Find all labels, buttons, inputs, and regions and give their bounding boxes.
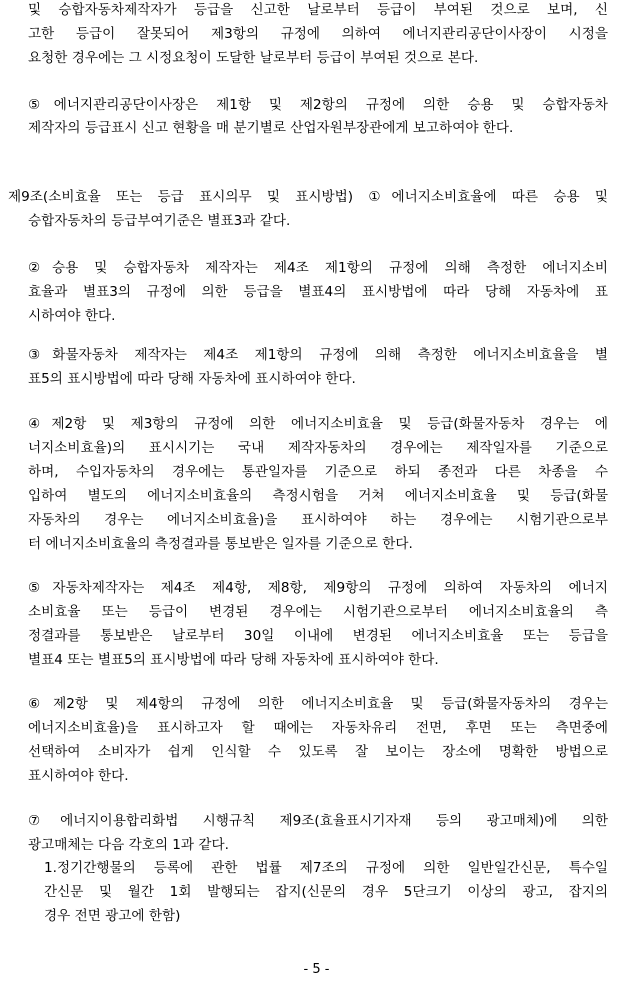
text-line: 입하여 별도의 에너지소비효율의 측정시험을 거쳐 에너지소비효율 및 등급(화물 [28, 488, 608, 504]
text-line: 하며, 수입자동차의 경우에는 통관일자를 기준으로 하되 종전과 다른 차종을 수 [28, 464, 608, 480]
text-line: 승합자동차의 등급부여기준은 별표3과 같다. [28, 213, 291, 229]
text-line: 효율과 별표3의 규정에 의한 등급을 별표4의 표시방법에 따라 당해 자동차에 표 [28, 284, 608, 300]
text-line: ⑤에너지관리공단이사장은 제1항 및 제2항의 규정에 의한 승용 및 승합자동차 [28, 97, 608, 113]
text-line: 간신문 및 월간 1회 발행되는 잡지(신문의 경우 5단크기 이상의 광고, 잡지의 [44, 884, 608, 900]
text-line: 정결과를 통보받은 날로부터 30일 이내에 변경된 에너지소비효율 또는 등급을 [28, 628, 608, 644]
text-line: 별표4 또는 별표5의 표시방법에 따라 당해 자동차에 표시하여야 한다. [28, 652, 439, 668]
text-line: 자동차의 경우는 에너지소비효율)을 표시하여야 하는 경우에는 시험기관으로부 [28, 512, 608, 528]
text-line: ③화물자동차 제작자는 제4조 제1항의 규정에 의해 측정한 에너지소비효율을 별 [28, 347, 608, 363]
text-line: ⑥제2항 및 제4항의 규정에 의한 에너지소비효율 및 등급(화물자동차의 경우는 [28, 696, 608, 712]
text-line: 및 승합자동차제작자가 등급을 신고한 날로부터 등급이 부여된 것으로 보며, 신 [28, 2, 608, 18]
text-line: 시하여야 한다. [28, 308, 116, 324]
text-line: 고한 등급이 잘못되어 제3항의 규정에 의하여 에너지관리공단이사장이 시정을 [28, 26, 608, 42]
text-line: 1.정기간행물의 등록에 관한 법률 제7조의 규정에 의한 일반일간신문, 특수일 [44, 860, 608, 876]
text-line: ④제2항 및 제3항의 규정에 의한 에너지소비효율 및 등급(화물자동차 경우는 에 [28, 416, 608, 432]
text-line: 요청한 경우에는 그 시정요청이 도달한 날로부터 등급이 부여된 것으로 본다. [28, 50, 479, 66]
text-line: 표시하여야 한다. [28, 768, 129, 784]
text-line: ⑤자동차제작자는 제4조 제4항, 제8항, 제9항의 규정에 의하여 자동차의 에너지 [28, 580, 608, 596]
text-line: 표5의 표시방법에 따라 당해 자동차에 표시하여야 한다. [28, 371, 356, 387]
text-line: 소비효율 또는 등급이 변경된 경우에는 시험기관으로부터 에너지소비효율의 측 [28, 604, 608, 620]
article-heading-line: 제9조(소비효율 또는 등급 표시의무 및 표시방법) ①에너지소비효율에 따른 승용 및 [8, 189, 608, 205]
text-line: 터 에너지소비효율의 측정결과를 통보받은 일자를 기준으로 한다. [28, 536, 413, 552]
page-number: - 5 - [303, 962, 330, 977]
text-line: 너지소비효율)의 표시시기는 국내 제작자동차의 경우에는 제작일자를 기준으로 [28, 440, 608, 456]
text-line: 제작자의 등급표시 신고 현황을 매 분기별로 산업자원부장관에게 보고하여야 한다. [28, 120, 514, 136]
text-line: ⑦에너지이용합리화법 시행규칙 제9조(효율표시기자재 등의 광고매체)에 의한 [28, 813, 608, 829]
text-line: ②승용 및 승합자동차 제작자는 제4조 제1항의 규정에 의해 측정한 에너지소비 [28, 260, 608, 276]
text-line: 에너지소비효율)을 표시하고자 할 때에는 자동차유리 전면, 후면 또는 측면중에 [28, 720, 608, 736]
text-line: 경우 전면 광고에 한함) [44, 908, 181, 924]
text-line: 광고매체는 다음 각호의 1과 같다. [28, 837, 229, 853]
text-line: 선택하여 소비자가 쉽게 인식할 수 있도록 잘 보이는 장소에 명확한 방법으로 [28, 744, 608, 760]
